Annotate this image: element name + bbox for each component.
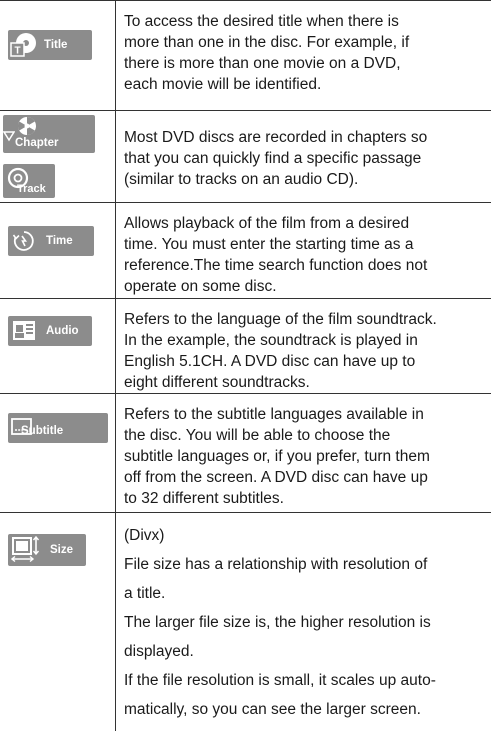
speaker-audio-icon bbox=[12, 319, 38, 343]
badge-label: Chapter bbox=[15, 137, 59, 149]
description-text: Refers to the subtitle languages available in the disc. You will be able to choose the subtitle languages or, if you prefer, turn them off from the screen. A DVD disc can have up to 32 different subtitles. bbox=[124, 406, 430, 507]
disc-title-icon bbox=[10, 32, 38, 58]
badge-label: Title bbox=[44, 39, 68, 51]
icon-cell bbox=[0, 298, 115, 393]
svg-text:T: T bbox=[14, 45, 21, 57]
icon-cell bbox=[0, 202, 115, 298]
subtitle-button-badge bbox=[8, 413, 108, 443]
description-text: (Divx) File size has a relationship with resolution of a title. The larger file size is, the higher resolution is displayed. If the file resolution is small, it scales up auto- matically, so you can see the larger screen. bbox=[124, 527, 436, 718]
badge-label: Audio bbox=[46, 325, 79, 337]
description-text: Most DVD discs are recorded in chapters so that you can quickly find a specific passage (similar to tracks on an audio CD). bbox=[124, 129, 428, 188]
badge-label: Track bbox=[17, 183, 46, 195]
description-text: Refers to the language of the film soundtrack. In the example, the soundtrack is played in English 5.1CH. A DVD disc can have up to eight different soundtracks. bbox=[124, 311, 437, 391]
table-row bbox=[0, 110, 491, 202]
clock-time-icon bbox=[11, 229, 37, 253]
icon-cell bbox=[0, 110, 115, 202]
size-button-badge bbox=[8, 534, 86, 566]
table-row bbox=[0, 512, 491, 731]
screen-size-icon bbox=[11, 536, 45, 564]
disc-chapter-icon bbox=[15, 115, 39, 137]
audio-button-badge bbox=[8, 316, 92, 346]
title-button-badge bbox=[8, 30, 92, 60]
icon-cell bbox=[0, 512, 115, 731]
icon-cell bbox=[0, 0, 115, 110]
chevron-down-icon bbox=[3, 130, 15, 142]
icon-cell bbox=[0, 393, 115, 512]
track-button-badge bbox=[3, 164, 55, 198]
badge-label: Subtitle bbox=[21, 425, 64, 437]
time-button-badge bbox=[8, 226, 94, 256]
chapter-button-badge bbox=[3, 115, 95, 153]
description-text: Allows playback of the film from a desired time. You must enter the starting time as a reference.The time search function does not operate on some disc. bbox=[124, 215, 428, 295]
table-row bbox=[0, 202, 491, 298]
badge-label: Time bbox=[46, 235, 73, 247]
badge-label: Size bbox=[50, 544, 74, 556]
table-row bbox=[0, 393, 491, 512]
description-text: To access the desired title when there is more than one in the disc. For example, if there is more than one movie on a DVD, each movie will be identified. bbox=[124, 13, 410, 93]
table-row bbox=[0, 0, 491, 110]
table-row bbox=[0, 298, 491, 393]
